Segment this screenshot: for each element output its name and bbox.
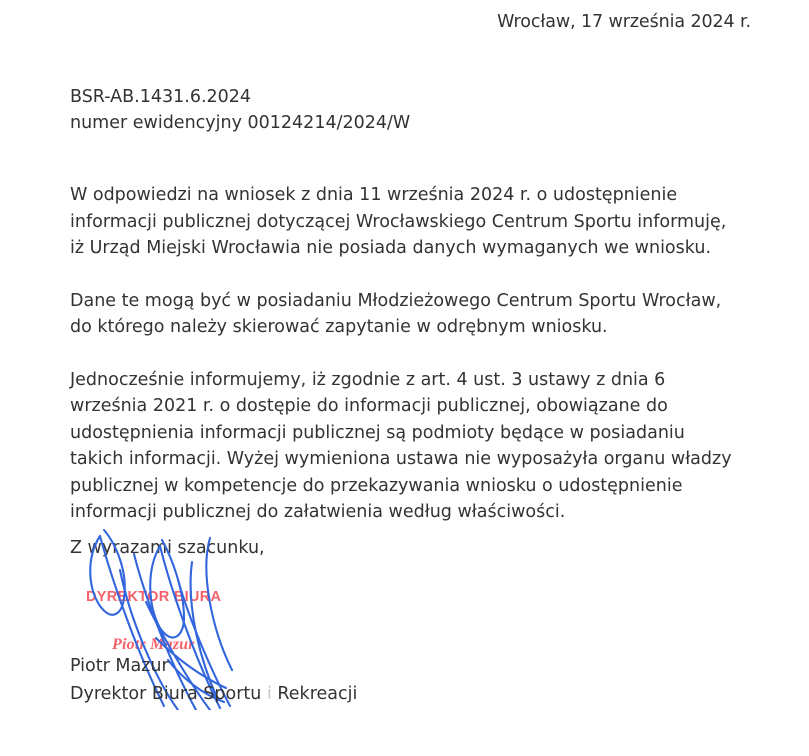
paragraph-line: informacji publicznej do załatwienia według właściwości. — [70, 502, 566, 522]
stamp-name: Piotr Mazur — [112, 636, 195, 653]
paragraph-line: publicznej w kompetencje do przekazywania wniosku o udostępnienie — [70, 475, 683, 496]
paragraph-1 — [70, 182, 727, 262]
stamp-title: DYREKTOR BIURA — [86, 589, 222, 605]
paragraph-3 — [70, 367, 732, 526]
signer-title-after: Rekreacji — [277, 684, 358, 704]
paragraph-line: iż Urząd Miejski Wrocławia nie posiada danych wymaganych we wniosku. — [70, 238, 712, 258]
paragraph-line: takich informacji. Wyżej wymieniona ustawa nie wyposażyła organu władzy — [70, 449, 732, 469]
signer-title — [70, 680, 357, 708]
paragraph-line: informacji publicznej dotyczącej Wrocławskiego Centrum Sportu informuję, — [70, 211, 727, 232]
paragraph-line: września 2021 r. o dostępie do informacji publicznej, obowiązane do — [70, 396, 668, 416]
paragraph-line: udostępnienia informacji publicznej są podmioty będące w posiadaniu — [70, 422, 685, 443]
case-number: BSR-AB.1431.6.2024 — [70, 87, 252, 107]
date-line: Wrocław, 17 września 2024 r. — [497, 12, 751, 32]
paragraph-line: Dane te mogą być w posiadaniu Młodzieżowego Centrum Sportu Wrocław, — [70, 290, 722, 311]
reference-block — [70, 84, 410, 136]
letter-body — [70, 182, 732, 552]
signer-title-before: Dyrektor Biura Sportu — [70, 684, 262, 704]
paragraph-line: do którego należy skierować zapytanie w odrębnym wniosku. — [70, 317, 608, 337]
paragraph-line: W odpowiedzi na wniosek z dnia 11 września 2024 r. o udostępnienie — [70, 185, 678, 205]
signer-block — [70, 652, 357, 708]
signer-name: Piotr Mazur — [70, 656, 169, 676]
closing-salutation: Z wyrazami szacunku, — [70, 538, 265, 558]
signer-title-conjunction: i — [266, 684, 272, 704]
paragraph-line: Jednocześnie informujemy, iż zgodnie z art. 4 ust. 3 ustawy z dnia 6 — [70, 369, 666, 390]
registry-number: numer ewidencyjny 00124214/2024/W — [70, 113, 411, 133]
paragraph-2 — [70, 288, 722, 341]
